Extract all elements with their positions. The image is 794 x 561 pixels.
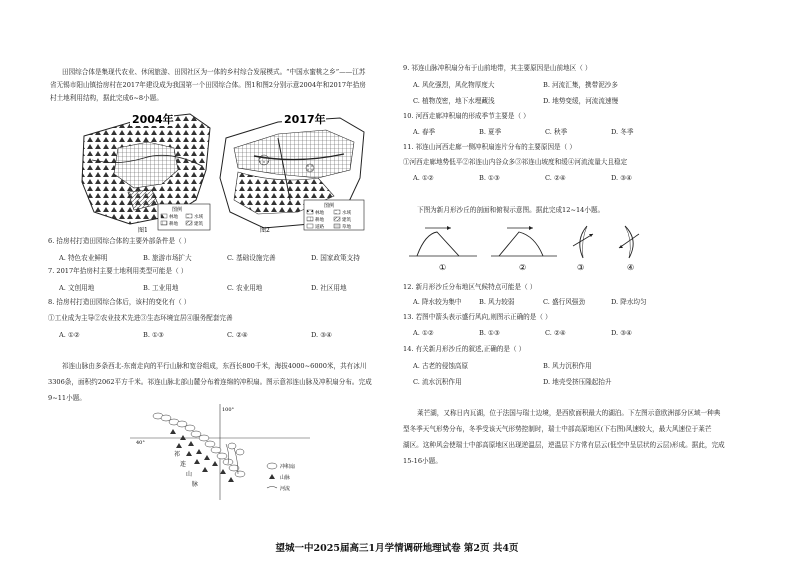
q9-opt-d: D. 地势变缓，河流流速慢: [543, 97, 619, 105]
legend-mountain: 山脉: [280, 475, 291, 481]
q7-opt-b: B. 工业用地: [143, 284, 179, 292]
dune-2: [491, 226, 557, 272]
q14-opt-c: C. 流水沉积作用: [413, 378, 462, 386]
dune-1: [409, 226, 477, 272]
q14-opt-d: D. 地壳受挤压隆起抬升: [543, 378, 612, 386]
intro4-line-1: 莱芒湖，又称日内瓦湖，位于法国与瑞士边境，是西欧面积最大的湖泊。下左图示意欧洲部分区域一种典: [417, 409, 721, 417]
intro-line-1: 田园综合体是集现代农业、休闲旅游、田园社区为一体的乡村综合发展模式。“中国水蜜桃之乡”——江苏: [62, 68, 366, 76]
legend2-1: 水域: [342, 211, 351, 216]
q13-opt-a: A. ①②: [413, 329, 434, 337]
intro4-line-2: 型冬季天气形势分布，冬季受该天气形势控制时，瑞士中部高原地区(下右图)风速较大，最大风速位于莱芒: [403, 425, 712, 433]
q6-opt-c: C. 基础设施完善: [227, 254, 276, 262]
q9-opt-c: C. 植物茂密，地下水埋藏浅: [413, 97, 495, 105]
q14-stem: 14. 有关新月形沙丘的叙述,正确的是（ ）: [403, 345, 526, 353]
q9-stem: 9. 祁连山脉冲积扇分布于山前地带，其主要原因是山前地区（ ）: [403, 64, 592, 72]
q10-opt-c: C. 秋季: [545, 128, 568, 136]
qilian-map: [130, 404, 310, 500]
year-2017: 2017年: [284, 113, 326, 126]
q8-opt-a: A. ①②: [59, 331, 80, 339]
mountain-char-4: 脉: [192, 481, 199, 488]
q8-opt-c: C. ②④: [227, 331, 248, 339]
q7-opt-a: A. 文创用地: [59, 284, 95, 292]
dune-4: [619, 226, 639, 272]
q11-opt-c: C. ②④: [545, 174, 566, 182]
q11-stem: 11. 祁连山河西走廊一侧冲积扇连片分布的主要原因是（ ）: [403, 143, 576, 151]
map-2017: [220, 112, 364, 234]
q12-opt-d: D. 降水均匀: [611, 298, 647, 306]
q8-stem: 8. 拾房村打造田园综合体后，该村的变化有（ ）: [48, 298, 191, 306]
q6-opt-a: A. 特色农业鲜明: [59, 254, 108, 262]
fig2-label: 图2: [260, 227, 270, 234]
dune-figure: [407, 222, 647, 274]
mountain-char-1: 祁: [174, 451, 181, 458]
page-footer: 望城一中2025届高三1月学情调研地理试卷 第2页 共4页: [275, 543, 519, 554]
mountain-char-2: 连: [180, 461, 187, 468]
q12-opt-a: A. 降水较为集中: [413, 298, 462, 306]
q10-opt-a: A. 春季: [413, 128, 436, 136]
legend-river: 河流: [280, 486, 291, 492]
dune-3: [573, 226, 593, 272]
legend1-0: 林地: [169, 215, 178, 220]
legend2-4: 道路: [315, 225, 324, 230]
legend1-1: 水域: [194, 215, 203, 220]
q8-opt-d: D. ③④: [311, 331, 333, 339]
q13-opt-c: C. ②④: [545, 329, 566, 337]
q10-opt-b: B. 夏季: [479, 128, 502, 136]
legend2-5: 草地: [342, 225, 351, 230]
dune-label-4: ④: [627, 263, 635, 272]
legend1-3: 建筑: [194, 222, 203, 227]
q9-opt-b: B. 河流汇集，携带泥沙多: [543, 81, 618, 89]
q13-opt-d: D. ③④: [611, 329, 633, 337]
q13-stem: 13. 若图中箭头表示盛行风向,则图示正确的是（ ）: [403, 313, 552, 321]
q10-opt-d: D. 冬季: [611, 128, 634, 136]
year-2004: 2004年: [132, 113, 174, 126]
q6-opt-d: D. 国家政策支持: [311, 254, 360, 262]
map-2004: [82, 112, 210, 234]
q11-opt-d: D. ③④: [611, 174, 633, 182]
lon-label: 100°: [222, 407, 235, 413]
q11-opt-a: A. ①②: [413, 174, 434, 182]
q9-opt-a: A. 风化强烈，风化物厚度大: [413, 81, 495, 89]
dune-label-2: ②: [519, 263, 527, 272]
mountain-char-3: 山: [186, 471, 193, 478]
intro3: 下图为新月形沙丘的剖面和俯视示意图。据此完成12~14小题。: [417, 206, 605, 214]
intro4-line-3: 湖区。这种风会使瑞士中部高原地区出现逆温层，逆温层下方常有层云(低空中呈层状的云层)形成。据此，完成: [403, 441, 725, 449]
intro4-line-4: 15-16小题。: [403, 457, 442, 465]
dune-label-3: ③: [577, 263, 585, 272]
legend-title-2: 图例: [324, 203, 335, 209]
alluvial-fans: [153, 413, 245, 477]
q8-line: ①工业成为主导②农业技术先进③生态环境宜居④服务配套完善: [48, 314, 233, 322]
q7-opt-d: D. 社区用地: [311, 284, 347, 292]
q11-line: ①河西走廊地势低平②祁连山内谷众多③祁连山坡度和缓④河流流量大且稳定: [403, 158, 628, 166]
q11-opt-b: B. ①③: [479, 174, 500, 182]
q12-opt-c: C. 盛行风强劲: [543, 298, 585, 306]
q7-stem: 7. 2017年拾房村主要土地利用类型可能是（ ）: [48, 267, 188, 275]
legend1-2: 耕地: [169, 222, 178, 227]
legend-fan: 冲积扇: [280, 464, 296, 470]
q13-opt-b: B. ①③: [479, 329, 500, 337]
intro-line-3: 村土地利用结构，据此完成6~8小题。: [50, 94, 163, 102]
q6-stem: 6. 拾房村打造田园综合体的主要外部条件是（ ）: [48, 237, 191, 245]
legend2-0: 林地: [315, 211, 324, 216]
dune-label-1: ①: [439, 263, 447, 272]
q14-opt-a: A. 古老的侵蚀高原: [413, 362, 469, 370]
q14-opt-b: B. 风力沉积作用: [543, 362, 592, 370]
land-use-maps: [78, 108, 368, 234]
intro2-line-1: 祁连山脉由多条西北-东南走向的平行山脉和宽谷组成，东西长800千米，海拔4000~6000米，共有冰川: [62, 362, 367, 370]
q7-opt-c: C. 农业用地: [227, 284, 263, 292]
q6-opt-b: B. 旅游市场扩大: [143, 254, 192, 262]
q12-stem: 12. 新月形沙丘分布地区气候特点可能是（ ）: [403, 283, 537, 291]
q12-opt-b: B. 风力较弱: [479, 298, 515, 306]
intro2-line-3: 9~11小题。: [48, 394, 86, 402]
intro-line-2: 省无锡市阳山镇拾房村在2017年建设成为我国第一个田园综合体。图1和图2分别示意2004年和2017年拾房: [50, 81, 366, 89]
q10-stem: 10. 河西走廊冲积扇的形成季节主要是（ ）: [403, 112, 530, 120]
legend2-2: 耕地: [315, 218, 324, 223]
lat-label: 40°: [136, 440, 145, 446]
q8-opt-b: B. ①③: [143, 331, 164, 339]
intro2-line-2: 3306条，面积约2062平方千米。祁连山脉北部山麓分布着连绵的冲积扇。图示意祁连山脉及冲积扇分布。完成: [48, 378, 372, 386]
fig1-label: 图1: [138, 227, 148, 234]
legend2-3: 建筑: [342, 218, 351, 223]
legend-title-1: 图例: [172, 207, 183, 213]
